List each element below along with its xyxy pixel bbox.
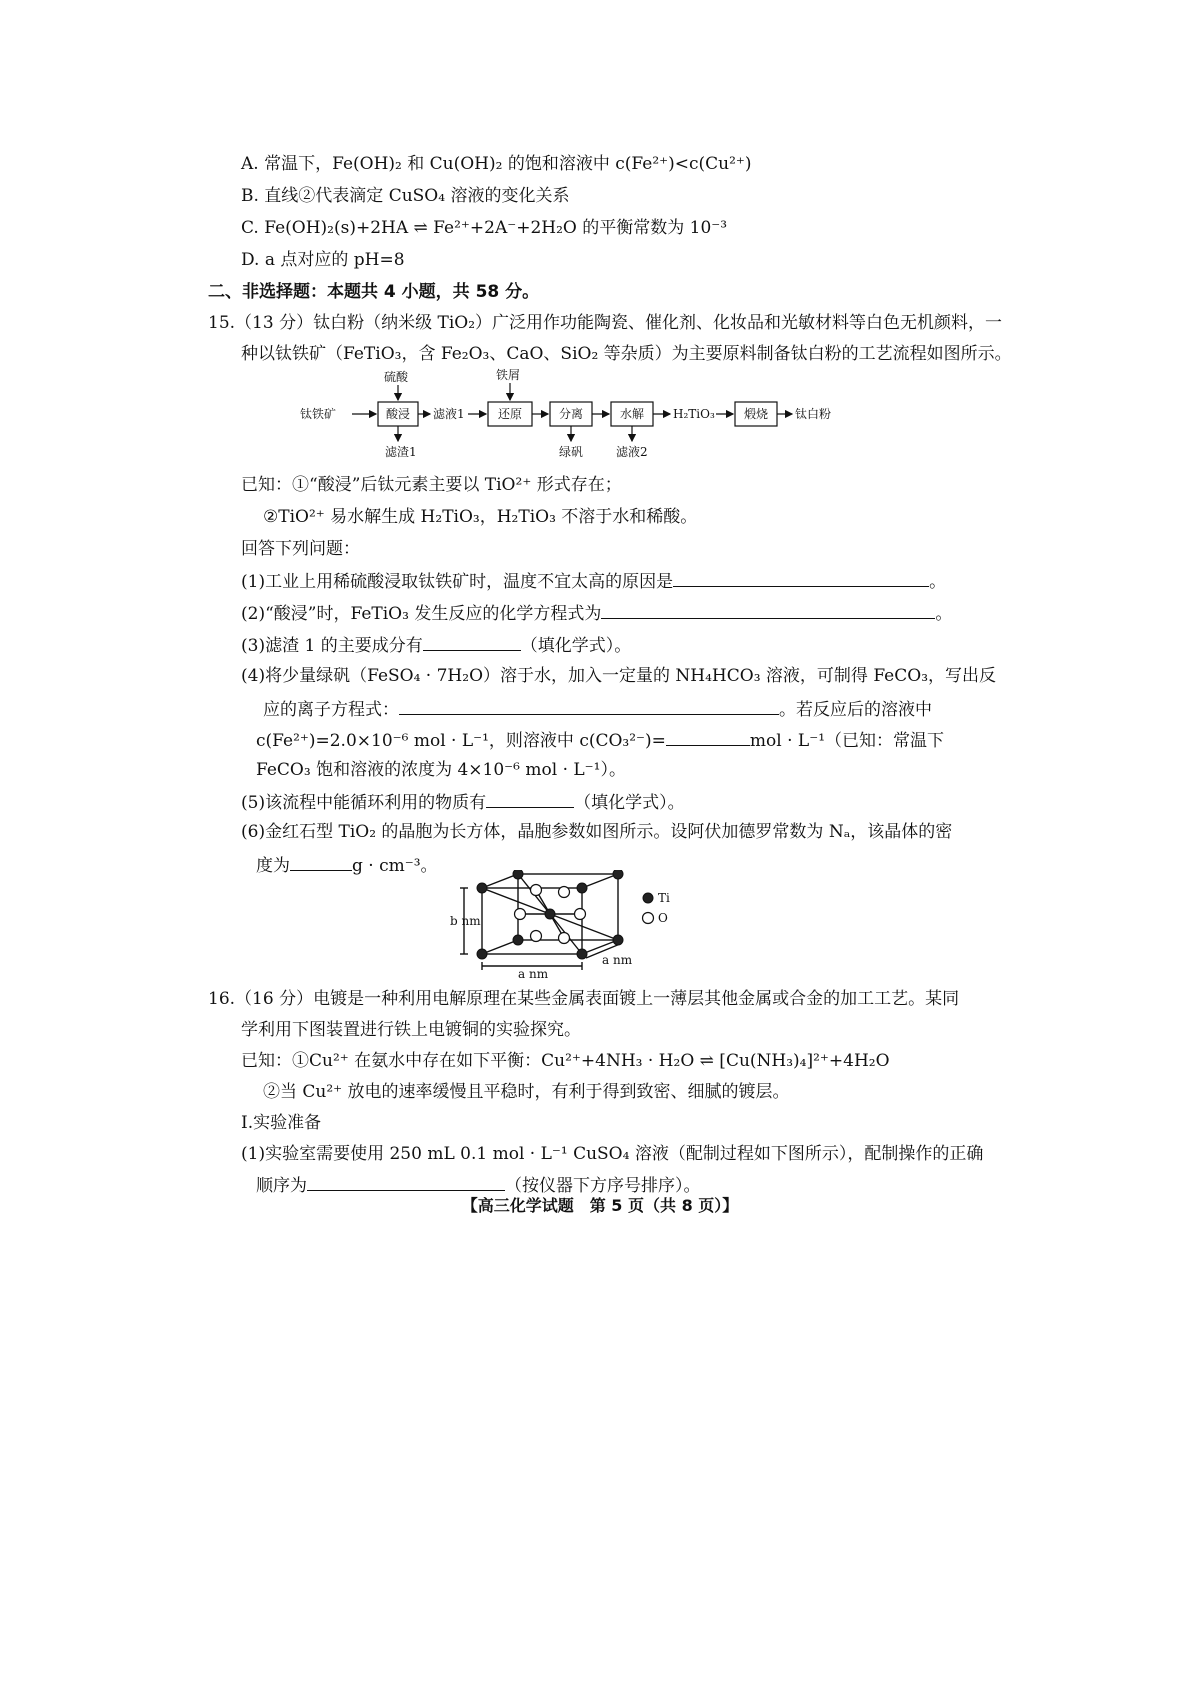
- q15-part6-unit: g · cm⁻³。: [352, 856, 438, 876]
- flow-green-vitriol: 绿矾: [559, 445, 584, 459]
- flow-filtrate1: 滤液1: [433, 407, 465, 421]
- cell-a-label: a nm: [518, 967, 549, 980]
- flow-box-reduce: 还原: [498, 407, 523, 421]
- q16-intro-line2: 学利用下图装置进行铁上电镀铜的实验探究。: [241, 1020, 581, 1040]
- q15-part2-text: (2)“酸浸”时，FeTiO₃ 发生反应的化学方程式为: [241, 604, 602, 624]
- flow-filtrate2: 滤液2: [616, 445, 648, 459]
- q15-part6-text: 度为: [256, 856, 290, 876]
- flow-start: 钛铁矿: [300, 407, 337, 421]
- answer-blank[interactable]: [307, 1172, 505, 1191]
- q16-intro-line1: 16.（16 分）电镀是一种利用电解原理在某些金属表面镀上一薄层其他金属或合金的加工工艺。某同: [208, 989, 960, 1009]
- section-heading: 二、非选择题：本题共 4 小题，共 58 分。: [208, 282, 540, 302]
- q15-intro-line2: 种以钛铁矿（FeTiO₃，含 Fe₂O₃、CaO、SiO₂ 等杂质）为主要原料制备钛白粉的工艺流程如图所示。: [241, 344, 1012, 364]
- q15-part4-line1: (4)将少量绿矾（FeSO₄ · 7H₂O）溶于水，加入一定量的 NH₄HCO₃ 溶液，可制得 FeCO₃，写出反: [241, 666, 997, 686]
- crystal-cell-diagram: [450, 870, 690, 980]
- legend-o: O: [658, 911, 668, 925]
- flow-box-separate: 分离: [559, 407, 584, 421]
- answer-blank[interactable]: [673, 568, 929, 587]
- q15-part2: (2)“酸浸”时，FeTiO₃ 发生反应的化学方程式为 。: [241, 600, 952, 626]
- q15-part6-line1: (6)金红石型 TiO₂ 的晶胞为长方体，晶胞参数如图所示。设阿伏加德罗常数为 Nₐ，该晶体的密: [241, 822, 953, 842]
- q15-part4-line3: [256, 727, 944, 753]
- q15-part4-text: 应的离子方程式：: [263, 700, 399, 720]
- q15-part4-line2: [263, 696, 932, 722]
- answer-blank[interactable]: [486, 789, 574, 808]
- cell-a-depth-label: a nm: [602, 953, 633, 967]
- option-d: D. a 点对应的 pH=8: [241, 250, 405, 270]
- q16-part1-suffix: （按仪器下方序号排序）。: [505, 1176, 701, 1196]
- q15-part5-suffix: （填化学式）。: [574, 793, 685, 813]
- option-b: B. 直线②代表滴定 CuSO₄ 溶液的变化关系: [241, 186, 570, 206]
- flow-h2tio3: H₂TiO₃: [673, 407, 715, 421]
- q15-part4-line4: FeCO₃ 饱和溶液的浓度为 4×10⁻⁶ mol · L⁻¹）。: [256, 760, 626, 780]
- process-flow-diagram: [300, 365, 860, 465]
- q15-part4-conc: c(Fe²⁺)=2.0×10⁻⁶ mol · L⁻¹，则溶液中 c(CO₃²⁻)=: [256, 731, 666, 751]
- q15-part1: (1)工业上用稀硫酸浸取钛铁矿时，温度不宜太高的原因是 。: [241, 568, 946, 594]
- q15-part3-suffix: （填化学式）。: [520, 636, 632, 656]
- q15-known1: 已知：①“酸浸”后钛元素主要以 TiO²⁺ 形式存在；: [241, 475, 622, 495]
- flow-product: 钛白粉: [795, 407, 832, 421]
- q16-part-heading: Ⅰ.实验准备: [241, 1113, 322, 1133]
- q15-part4-cont: 。若反应后的溶液中: [779, 700, 932, 720]
- q15-part5-text: (5)该流程中能循环利用的物质有: [241, 793, 487, 813]
- flow-iron: 铁屑: [496, 368, 521, 382]
- flow-box-hydrolysis: 水解: [620, 407, 645, 421]
- q15-answer-prompt: 回答下列问题：: [241, 539, 360, 559]
- flow-residue1: 滤渣1: [385, 445, 417, 459]
- cell-b-label: b nm: [450, 914, 481, 928]
- q16-part1-text: 顺序为: [256, 1176, 307, 1196]
- page-footer: 【高三化学试题 第 5 页（共 8 页）】: [461, 1196, 739, 1215]
- q16-known2: ②当 Cu²⁺ 放电的速率缓慢且平稳时，有利于得到致密、细腻的镀层。: [263, 1082, 790, 1102]
- q15-part4-unit: mol · L⁻¹（已知：常温下: [749, 731, 945, 751]
- answer-blank[interactable]: [601, 600, 935, 619]
- q15-part6-line2: [256, 852, 438, 878]
- option-c: C. Fe(OH)₂(s)+2HA ⇌ Fe²⁺+2A⁻+2H₂O 的平衡常数为 10⁻³: [241, 218, 728, 238]
- q15-part1-text: (1)工业上用稀硫酸浸取钛铁矿时，温度不宜太高的原因是: [241, 572, 674, 592]
- flow-acid: 硫酸: [384, 370, 409, 384]
- answer-blank[interactable]: [290, 852, 352, 871]
- q15-part3: [241, 632, 631, 658]
- legend-ti: Ti: [658, 891, 670, 905]
- q16-part1-line1: (1)实验室需要使用 250 mL 0.1 mol · L⁻¹ CuSO₄ 溶液（配制过程如下图所示），配制操作的正确: [241, 1144, 984, 1164]
- answer-blank[interactable]: [399, 696, 779, 715]
- q15-known2: ②TiO²⁺ 易水解生成 H₂TiO₃，H₂TiO₃ 不溶于水和稀酸。: [263, 507, 698, 527]
- option-a: A. 常温下，Fe(OH)₂ 和 Cu(OH)₂ 的饱和溶液中 c(Fe²⁺)<c(Cu²⁺): [241, 154, 752, 174]
- answer-blank[interactable]: [423, 632, 521, 651]
- answer-blank[interactable]: [666, 727, 750, 746]
- flow-box-calcine: 煅烧: [744, 407, 769, 421]
- flow-box-acid-leach: 酸浸: [386, 407, 411, 421]
- q15-part5: [241, 789, 685, 815]
- q15-intro-line1: 15.（13 分）钛白粉（纳米级 TiO₂）广泛用作功能陶瓷、催化剂、化妆品和光敏材料等白色无机颜料，一: [208, 313, 1003, 333]
- q15-part3-text: (3)滤渣 1 的主要成分有: [241, 636, 423, 656]
- q16-known1: 已知：①Cu²⁺ 在氨水中存在如下平衡：Cu²⁺+4NH₃ · H₂O ⇌ [Cu(NH₃)₄]²⁺+4H₂O: [241, 1051, 890, 1071]
